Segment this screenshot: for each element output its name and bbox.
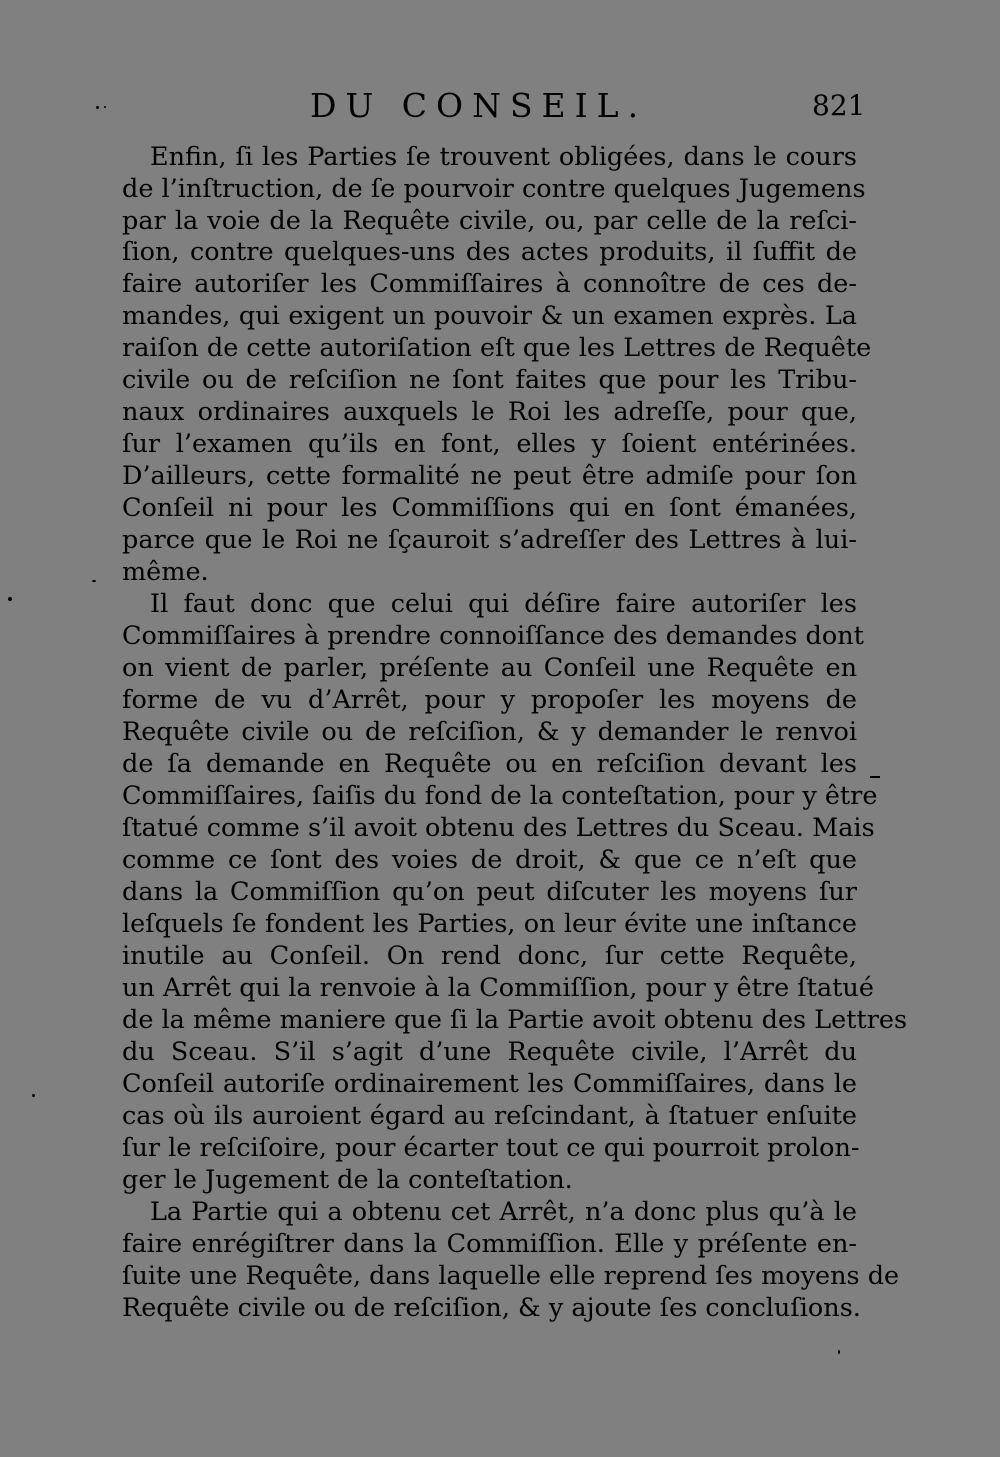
text-line: faire autoriſer les Commiſſaires à connoître de ces de- [122, 269, 857, 299]
text-line: ſion, contre quelques-uns des actes produits, il ſuffit de [122, 237, 857, 267]
text-line: ſur l’examen qu’ils en font, elles y ſoient entérinées. [122, 429, 857, 459]
text-line: Enfin, ſi les Parties ſe trouvent obligées, dans le cours [150, 142, 857, 172]
scan-speck [838, 1350, 840, 1354]
text-line: parce que le Roi ne ſçauroit s’adreſſer des Lettres à lui- [122, 525, 857, 555]
text-line: forme de vu d’Arrêt, pour y propoſer les moyens de [122, 685, 857, 715]
text-line: Commiſſaires à prendre connoiſſance des demandes dont [122, 621, 864, 651]
text-line: ſtatué comme s’il avoit obtenu des Lettres du Sceau. Mais [122, 813, 875, 843]
text-line: Requête civile ou de reſciſion, & y ajoute ſes concluſions. [122, 1293, 861, 1323]
text-line: du Sceau. S’il s’agit d’une Requête civile, l’Arrêt du [122, 1037, 857, 1067]
text-line: Commiſſaires, ſaiſis du fond de la conteſtation, pour y être [122, 781, 878, 811]
text-line: naux ordinaires auxquels le Roi les adreſſe, pour que, [122, 397, 857, 427]
text-line: inutile au Conſeil. On rend donc, ſur cette Requête, [122, 941, 857, 971]
text-line: par la voie de la Requête civile, ou, par celle de la reſci- [122, 206, 857, 236]
scan-speck [104, 106, 106, 108]
scan-speck [32, 1094, 35, 1097]
page-number: 821 [812, 89, 866, 122]
text-line: de la même maniere que ſi la Partie avoit obtenu des Lettres [122, 1005, 908, 1035]
text-line: faire enrégiſtrer dans la Commiſſion. Elle y préſente en- [122, 1229, 857, 1259]
text-line: comme ce ſont des voies de droit, & que ce n’eſt que [122, 845, 857, 875]
text-line: civile ou de reſciſion ne ſont faites que pour les Tribu- [122, 365, 857, 395]
text-line: dans la Commiſſion qu’on peut diſcuter les moyens ſur [122, 877, 857, 907]
text-line: ſuite une Requête, dans laquelle elle reprend ſes moyens de [122, 1261, 900, 1291]
text-line: Il faut donc que celui qui déſire faire autoriſer les [150, 589, 857, 619]
text-line: on vient de parler, préſente au Conſeil une Requête en [122, 653, 857, 683]
text-line: raiſon de cette autoriſation eſt que les Lettres de Requête [122, 333, 872, 363]
running-header: DU CONSEIL. [310, 86, 648, 125]
text-line: cas où ils auroient égard au reſcindant, à ſtatuer enſuite [122, 1101, 857, 1131]
text-line: un Arrêt qui la renvoie à la Commiſſion, pour y être ſtatué [122, 973, 874, 1003]
text-line: ſur le reſciſoire, pour écarter tout ce qui pourroit prolon- [122, 1133, 860, 1163]
text-line: leſquels ſe fondent les Parties, on leur évite une inſtance [122, 909, 857, 939]
scan-speck [8, 597, 12, 601]
text-line: Conſeil ni pour les Commiſſions qui en ſont émanées, [122, 493, 857, 523]
text-line: de l’inſtruction, de ſe pourvoir contre quelques Jugemens [122, 174, 866, 204]
text-line: mandes, qui exigent un pouvoir & un examen exprès. La [122, 301, 857, 331]
scan-speck [92, 580, 96, 582]
text-line: Conſeil autoriſe ordinairement les Commiſſaires, dans le [122, 1069, 857, 1099]
text-line: ger le Jugement de la conteſtation. [122, 1165, 573, 1195]
text-line: de ſa demande en Requête ou en reſciſion devant les [122, 749, 857, 779]
text-line: La Partie qui a obtenu cet Arrêt, n’a donc plus qu’à le [150, 1197, 857, 1227]
text-line: D’ailleurs, cette formalité ne peut être admiſe pour ſon [122, 461, 857, 491]
scan-speck [870, 776, 880, 778]
text-line: même. [122, 557, 209, 587]
text-line: Requête civile ou de reſciſion, & y demander le renvoi [122, 717, 857, 747]
scan-speck [96, 106, 99, 109]
